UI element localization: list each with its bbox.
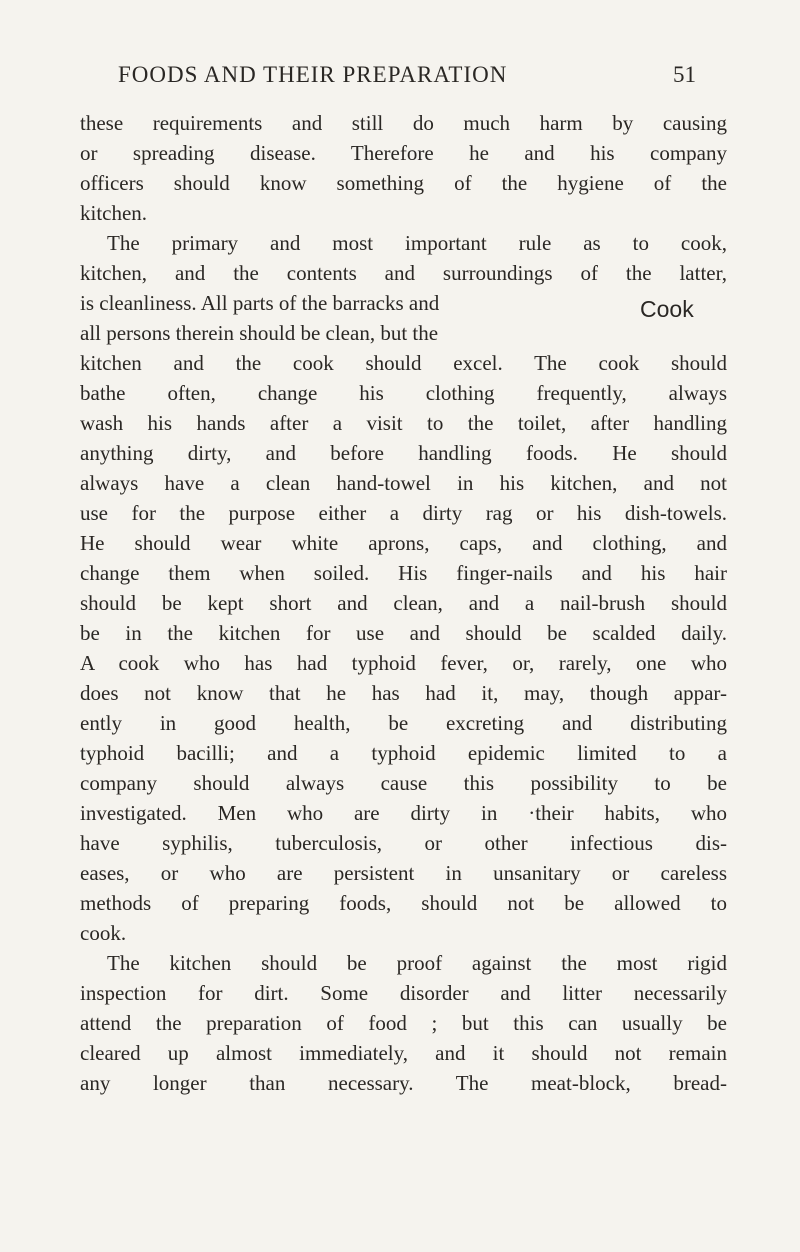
text-line: these requirements and still do much harm by causing	[80, 111, 727, 135]
text-line: always have a clean hand-towel in his kitchen, and not	[80, 471, 727, 495]
text-line: eases, or who are persistent in unsanitary or careless	[80, 861, 727, 885]
text-line: cook.	[80, 921, 127, 945]
text-line: have syphilis, tuberculosis, or other infectious dis-	[80, 831, 727, 855]
text-line: does not know that he has had it, may, though appar-	[80, 681, 727, 705]
text-line: methods of preparing foods, should not be allowed to	[80, 891, 727, 915]
text-line: He should wear white aprons, caps, and clothing, and	[80, 531, 727, 555]
text-line: kitchen and the cook should excel. The cook should	[80, 351, 727, 375]
text-line: all persons therein should be clean, but the	[80, 321, 439, 345]
text-line: or spreading disease. Therefore he and his company	[80, 141, 727, 165]
text-line: wash his hands after a visit to the toilet, after handling	[80, 411, 727, 435]
text-line: be in the kitchen for use and should be scalded daily.	[80, 621, 727, 645]
text-line: cleared up almost immediately, and it should not remain	[80, 1041, 727, 1065]
text-line: is cleanliness. All parts of the barracks and	[80, 291, 440, 315]
page-header	[0, 62, 800, 94]
text-line: ently in good health, be excreting and distributing	[80, 711, 727, 735]
text-line: A cook who has had typhoid fever, or, rarely, one who	[80, 651, 727, 675]
text-line: should be kept short and clean, and a nail-brush should	[80, 591, 727, 615]
text-line: officers should know something of the hygiene of the	[80, 171, 727, 195]
text-line: use for the purpose either a dirty rag or his dish-towels.	[80, 501, 727, 525]
page-number: 51	[673, 62, 696, 87]
running-head: FOODS AND THEIR PREPARATION	[118, 62, 508, 87]
text-line: The kitchen should be proof against the most rigid	[107, 951, 727, 975]
text-line: typhoid bacilli; and a typhoid epidemic limited to a	[80, 741, 727, 765]
text-line: attend the preparation of food ; but this can usually be	[80, 1011, 727, 1035]
text-line: anything dirty, and before handling foods. He should	[80, 441, 727, 465]
text-line: bathe often, change his clothing frequently, always	[80, 381, 727, 405]
text-line: company should always cause this possibility to be	[80, 771, 727, 795]
text-line: kitchen.	[80, 201, 148, 225]
margin-note-cook: Cook	[640, 296, 694, 322]
text-line: The primary and most important rule as to cook,	[107, 231, 727, 255]
text-line: investigated. Men who are dirty in ·their habits, who	[80, 801, 727, 825]
text-line: any longer than necessary. The meat-block, bread-	[80, 1071, 727, 1095]
text-line: change them when soiled. His finger-nails and his hair	[80, 561, 727, 585]
text-line: kitchen, and the contents and surroundings of the latter,	[80, 261, 727, 285]
text-line: inspection for dirt. Some disorder and litter necessarily	[80, 981, 727, 1005]
